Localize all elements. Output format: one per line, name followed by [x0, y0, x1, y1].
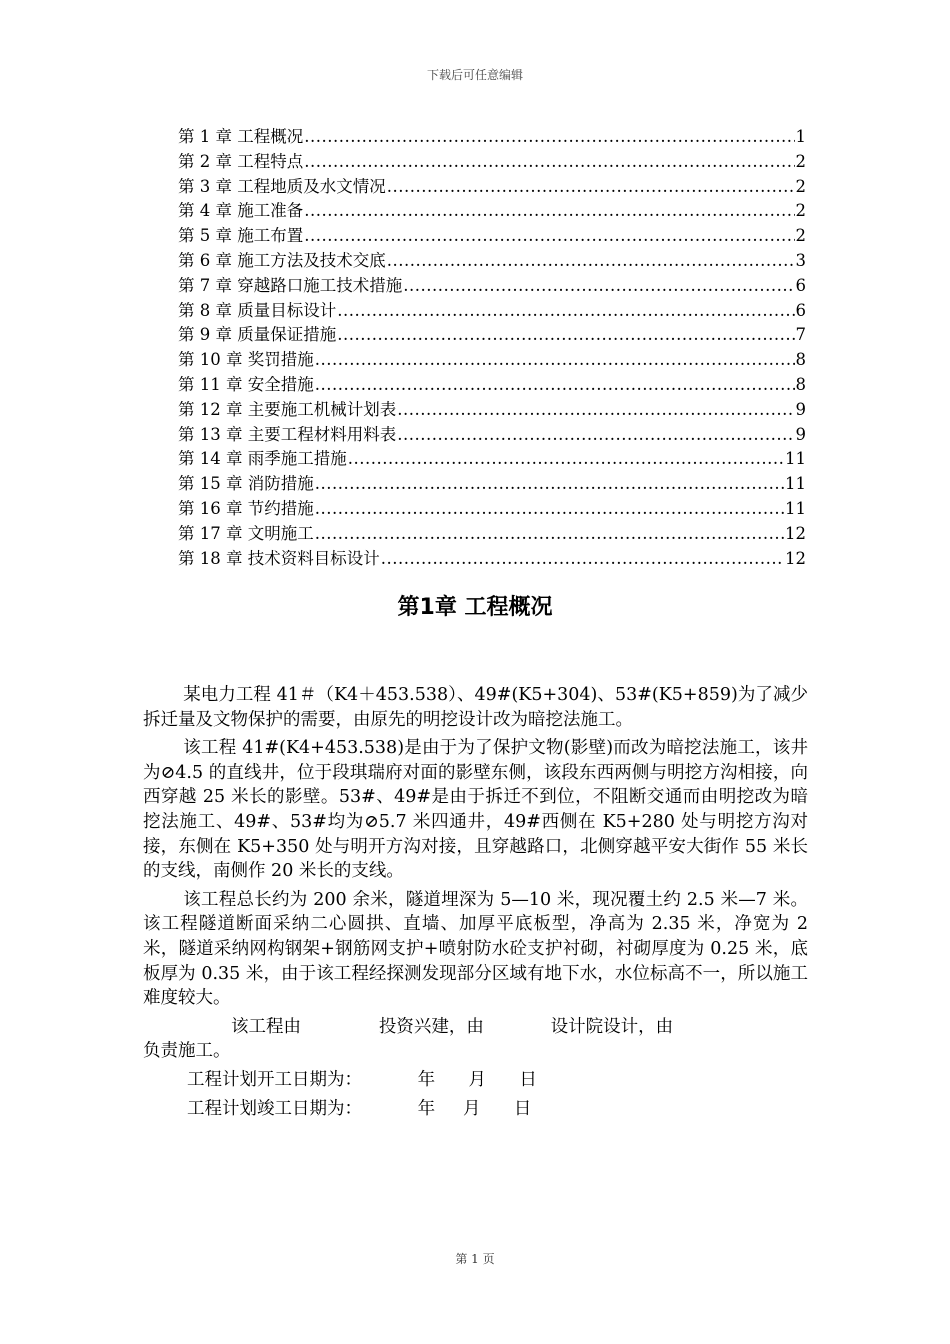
toc-entry-label: 第 7 章 穿越路口施工技术措施 — [178, 275, 403, 295]
toc-entry[interactable] — [178, 323, 806, 348]
toc-entry-page: 3 — [795, 250, 806, 270]
toc-leader-dots — [337, 323, 794, 348]
toc-entry-page: 12 — [785, 523, 806, 543]
toc-entry-page: 7 — [795, 325, 806, 345]
toc-entry-page: 8 — [795, 350, 806, 370]
toc-leader-dots — [348, 447, 784, 472]
toc-leader-dots — [315, 497, 784, 522]
toc-entry-label: 第 8 章 质量目标设计 — [178, 300, 337, 320]
toc-entry-label: 第 6 章 施工方法及技术交底 — [178, 250, 386, 270]
toc-leader-dots — [387, 175, 795, 200]
start-date-line: 工程计划开工日期为： 年 月 日 — [187, 1069, 537, 1090]
toc-entry-page: 6 — [795, 300, 806, 320]
toc-entry-page: 9 — [795, 424, 806, 444]
toc-leader-dots — [304, 150, 794, 175]
toc-leader-dots — [315, 373, 795, 398]
toc-entry[interactable] — [178, 373, 806, 398]
page-header: 下载后可任意编辑 — [426, 68, 523, 82]
toc-leader-dots — [397, 398, 794, 423]
toc-entry[interactable] — [178, 224, 806, 249]
toc-leader-dots — [304, 224, 794, 249]
toc-entry[interactable] — [178, 398, 806, 423]
toc-leader-dots — [304, 199, 794, 224]
toc-entry[interactable] — [178, 175, 806, 200]
toc-entry[interactable] — [178, 522, 806, 547]
toc-entry-label: 第 10 章 奖罚措施 — [178, 350, 314, 370]
toc-entry-page: 1 — [795, 127, 806, 146]
toc-leader-dots — [403, 274, 794, 299]
toc-entry-page: 11 — [785, 498, 806, 518]
toc-entry[interactable] — [178, 423, 806, 448]
toc-entry-label: 第 13 章 主要工程材料用料表 — [178, 424, 397, 444]
toc-entry-page: 11 — [785, 449, 806, 469]
toc-entry-page: 2 — [795, 176, 806, 196]
toc-entry-page: 12 — [785, 548, 806, 568]
toc-leader-dots — [397, 423, 794, 448]
builder-line-continued: 负责施工。 — [143, 1041, 231, 1062]
toc-entry-label: 第 2 章 工程特点 — [178, 151, 304, 171]
toc-entry-page: 9 — [795, 399, 806, 419]
toc-entry[interactable] — [178, 150, 806, 175]
toc-entry[interactable] — [178, 497, 806, 522]
toc-entry[interactable] — [178, 348, 806, 373]
toc-entry[interactable] — [178, 472, 806, 497]
toc-entry-page: 2 — [795, 201, 806, 221]
toc-entry-label: 第 4 章 施工准备 — [178, 201, 304, 221]
toc-leader-dots — [304, 125, 794, 150]
toc-entry[interactable] — [178, 249, 806, 274]
toc-leader-dots — [387, 249, 795, 274]
builder-line: 该工程由 投资兴建，由 设计院设计，由 — [231, 1016, 674, 1037]
toc-leader-dots — [381, 547, 784, 572]
toc-entry-page: 2 — [795, 151, 806, 171]
toc-entry[interactable] — [178, 199, 806, 224]
toc-entry-label: 第 14 章 雨季施工措施 — [178, 449, 347, 469]
toc-entry-label: 第 1 章 工程概况 — [178, 127, 304, 146]
end-date-line: 工程计划竣工日期为： 年 月 日 — [187, 1098, 532, 1119]
toc-entry-page: 11 — [785, 474, 806, 494]
toc-leader-dots — [315, 522, 784, 547]
toc-entry-label: 第 5 章 施工布置 — [178, 226, 304, 246]
toc-entry[interactable] — [178, 299, 806, 324]
toc-entry-label: 第 11 章 安全措施 — [178, 374, 314, 394]
paragraph-3: 该工程总长约为 200 余米，隧道埋深为 5—10 米，现况覆土约 2.5 米—7 米。该工程隧道断面采纳二心圆拱、直墙、加厚平底板型，净高为 2.35 米，净宽为 2 米，隧道采纳网构钢架+钢筋网支护+喷射防水砼支护衬砌，衬砌厚度为 0.25 米，底板厚为 0.35 米，由于该工程经探测发现部分区域有地下水，水位标高不一，所以施工难度较大。 — [143, 889, 808, 1009]
toc-entry-label: 第 18 章 技术资料目标设计 — [178, 548, 380, 568]
toc-leader-dots — [337, 299, 794, 324]
toc-entry-page: 8 — [795, 374, 806, 394]
toc-entry-page: 2 — [795, 226, 806, 246]
paragraph-1: 某电力工程 41＃（K4＋453.538）、49#(K5+304)、53#(K5+859)为了减少拆迁量及文物保护的需要，由原先的明挖设计改为暗挖法施工。 — [143, 685, 808, 730]
toc-entry-label: 第 12 章 主要施工机械计划表 — [178, 399, 397, 419]
toc-entry-label: 第 17 章 文明施工 — [178, 523, 314, 543]
toc-entry[interactable] — [178, 447, 806, 472]
toc-entry-page: 6 — [795, 275, 806, 295]
chapter-body — [143, 683, 808, 1121]
toc-entry[interactable] — [178, 547, 806, 572]
paragraph-2: 该工程 41#(K4+453.538)是由于为了保护文物(影壁)而改为暗挖法施工，该井为⊘4.5 的直线井，位于段琪瑞府对面的影壁东侧，该段东西两侧与明挖方沟相接，向西穿越 25 米长的影壁。53#、49#是由于拆迁不到位，不阻断交通而由明挖改为暗挖法施工、49#、53#均为⊘5.7 米四通井，49#西侧在 K5+280 处与明挖方沟对接，东侧在 K5+350 处与明开方沟对接，且穿越路口，北侧穿越平安大街作 55 米长的支线，南侧作 20 米长的支线。 — [143, 738, 808, 882]
toc-entry-label: 第 9 章 质量保证措施 — [178, 325, 337, 345]
toc-entry-label: 第 15 章 消防措施 — [178, 474, 314, 494]
toc-leader-dots — [315, 348, 795, 373]
toc-entry-label: 第 3 章 工程地质及水文情况 — [178, 176, 386, 196]
toc-entry-label: 第 16 章 节约措施 — [178, 498, 314, 518]
toc-entry[interactable] — [178, 274, 806, 299]
chapter-title: 第1章 工程概况 — [397, 595, 553, 620]
toc-entry[interactable] — [178, 125, 806, 150]
page-footer: 第 1 页 — [455, 1252, 495, 1266]
table-of-contents — [178, 125, 806, 571]
toc-leader-dots — [315, 472, 784, 497]
